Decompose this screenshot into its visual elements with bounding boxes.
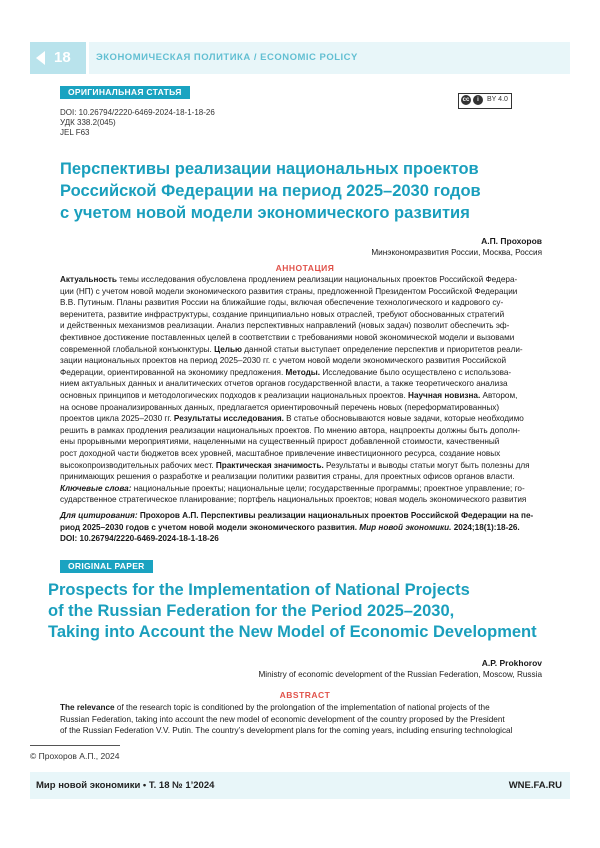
article-title-ru bbox=[60, 158, 550, 224]
text-line: сударственное стратегическое планирование; портфель национальных проектов; новая модель экономического развития bbox=[60, 495, 527, 505]
citation-ru bbox=[60, 510, 550, 545]
copyright-footnote: © Прохоров А.П., 2024 bbox=[30, 751, 120, 761]
page-number-box bbox=[30, 42, 86, 74]
jel-code: JEL F63 bbox=[60, 128, 90, 137]
page-header bbox=[30, 42, 570, 74]
text-line: of the Russian Federation V.V. Putin. The country’s development plans for the coming years, including ensuring technological bbox=[60, 726, 513, 736]
abstract-en bbox=[60, 702, 550, 737]
creative-commons-icon: cc bbox=[462, 97, 470, 103]
text-line: основных принципов и методологических подходов к реализации национальных проектов. Научная новизна. Автором, bbox=[60, 390, 518, 400]
text-line: The relevance of the research topic is conditioned by the prolongation of the implementation of national projects of the bbox=[60, 703, 490, 712]
text-line: риод 2025–2030 годов с учетом новой модели экономического развития. Мир новой экономики. 2024;18(1):18-26. bbox=[60, 522, 520, 532]
text-line: ции (НП) с учетом новой модели экономического развития страны, предложенной Президентом Российской Федерации bbox=[60, 286, 518, 296]
author-ru: А.П. Прохоров bbox=[481, 236, 542, 246]
abstract-ru bbox=[60, 274, 550, 506]
attribution-icon: i bbox=[473, 95, 483, 105]
page-footer bbox=[30, 772, 570, 799]
text-line: зации национальных проектов на период 2025–2030 гг. с учетом новой модели экономического развития Российской bbox=[60, 356, 507, 366]
text-line: проектов цикла 2025–2030 гг. Результаты исследования. В статье обосновываются новые задачи, которые необходимо bbox=[60, 414, 524, 424]
text-line: принимающих решения о разработке и реализации политики развития страны, для проектных офисов органов власти. bbox=[60, 472, 515, 482]
text-line: ены прорывными мероприятиями, нацеленными на существенный прирост добавленной стоимости, качественный bbox=[60, 437, 500, 447]
text-line: высокопроизводительных рабочих мест. Практическая значимость. Результаты и выводы статьи могут быть полезны для bbox=[60, 460, 530, 470]
text-line: решить в рамках продления реализации национальных проектов. По мнению автора, нацпроекты должны быть дополн- bbox=[60, 425, 521, 435]
title-line: of the Russian Federation for the Period 2025–2030, bbox=[48, 602, 455, 620]
affiliation-ru: Минэкономразвития России, Москва, Россия bbox=[371, 248, 542, 257]
journal-info: Мир новой экономики • Т. 18 № 1’2024 bbox=[36, 780, 215, 791]
udk: УДК 338.2(045) bbox=[60, 118, 116, 127]
article-type-badge: ОРИГИНАЛЬНАЯ СТАТЬЯ bbox=[60, 86, 190, 99]
title-line: Taking into Account the New Model of Economic Development bbox=[48, 623, 537, 641]
article-title-en bbox=[48, 580, 550, 643]
doi: DOI: 10.26794/2220-6469-2024-18-1-18-26 bbox=[60, 108, 215, 117]
header-divider bbox=[86, 42, 89, 74]
license-label: BY 4.0 bbox=[487, 96, 508, 103]
triangle-left-icon bbox=[36, 51, 45, 65]
title-line: Перспективы реализации национальных проектов bbox=[60, 160, 479, 178]
abstract-heading-en: ABSTRACT bbox=[279, 690, 331, 700]
title-line: Российской Федерации на период 2025–2030 годов bbox=[60, 182, 481, 200]
affiliation-en: Ministry of economic development of the Russian Federation, Moscow, Russia bbox=[258, 670, 542, 679]
text-line: Для цитирования: Прохоров А.П. Перспективы реализации национальных проектов Российской Федерации на пе- bbox=[60, 511, 534, 520]
title-line: Prospects for the Implementation of National Projects bbox=[48, 581, 470, 599]
abstract-heading-ru: АННОТАЦИЯ bbox=[275, 263, 335, 273]
text-line: веренитета, развитие инфраструктуры, создание принципиально новых отраслей, требуют обоснованных стратегий bbox=[60, 309, 505, 319]
text-line: Ключевые слова: национальные проекты; национальные цели; государственные программы; проектное управление; го- bbox=[60, 483, 525, 493]
text-line: Федерации, ориентированной на экономику предложения. Методы. Исследование было осуществлено с использова- bbox=[60, 367, 512, 377]
text-line: фективное достижение поставленных целей в соответствии с требованиями новой экономической модели и вызовами bbox=[60, 332, 515, 342]
article-type-badge-en: ORIGINAL PAPER bbox=[60, 560, 153, 573]
text-line: DOI: 10.26794/2220-6469-2024-18-1-18-26 bbox=[60, 534, 219, 544]
title-line: с учетом новой модели экономического развития bbox=[60, 204, 470, 222]
website-link[interactable]: WNE.FA.RU bbox=[508, 780, 562, 791]
author-en: A.P. Prokhorov bbox=[481, 658, 542, 668]
page-number: 18 bbox=[54, 49, 71, 66]
text-line: Russian Federation, taking into account the new model of economic development of the country proposed by the President bbox=[60, 714, 505, 724]
text-line: на основе проанализированных данных, предлагается ориентировочный перечень новых (переформатированных) bbox=[60, 402, 500, 412]
text-line: рост доходной части бюджетов всех уровней, масштабное привлечение инвестиционного ресурса, создание новых bbox=[60, 448, 501, 458]
text-line: современной глобальной конъюнктуры. Целью данной статьи выступает определение перспектив и приоритетов реали- bbox=[60, 344, 523, 354]
text-line: Актуальность темы исследования обусловлена продлением реализации национальных проектов Российской Федера- bbox=[60, 275, 518, 284]
text-line: и действенных механизмов реализации. Анализ перспективных направлений (новых задач) позволит обеспечить эф- bbox=[60, 321, 510, 331]
text-line: нием актуальных данных и аналитических отчетов органов государственной власти, а также теоретического анализа bbox=[60, 379, 508, 389]
text-line: В.В. Путиным. Планы развития России на ближайшие годы, включая обеспечение технологического и кадрового су- bbox=[60, 298, 504, 308]
license-badge[interactable] bbox=[458, 93, 512, 109]
section-title: ЭКОНОМИЧЕСКАЯ ПОЛИТИКА / ECONOMIC POLICY bbox=[96, 52, 358, 63]
footnote-divider bbox=[30, 745, 120, 746]
